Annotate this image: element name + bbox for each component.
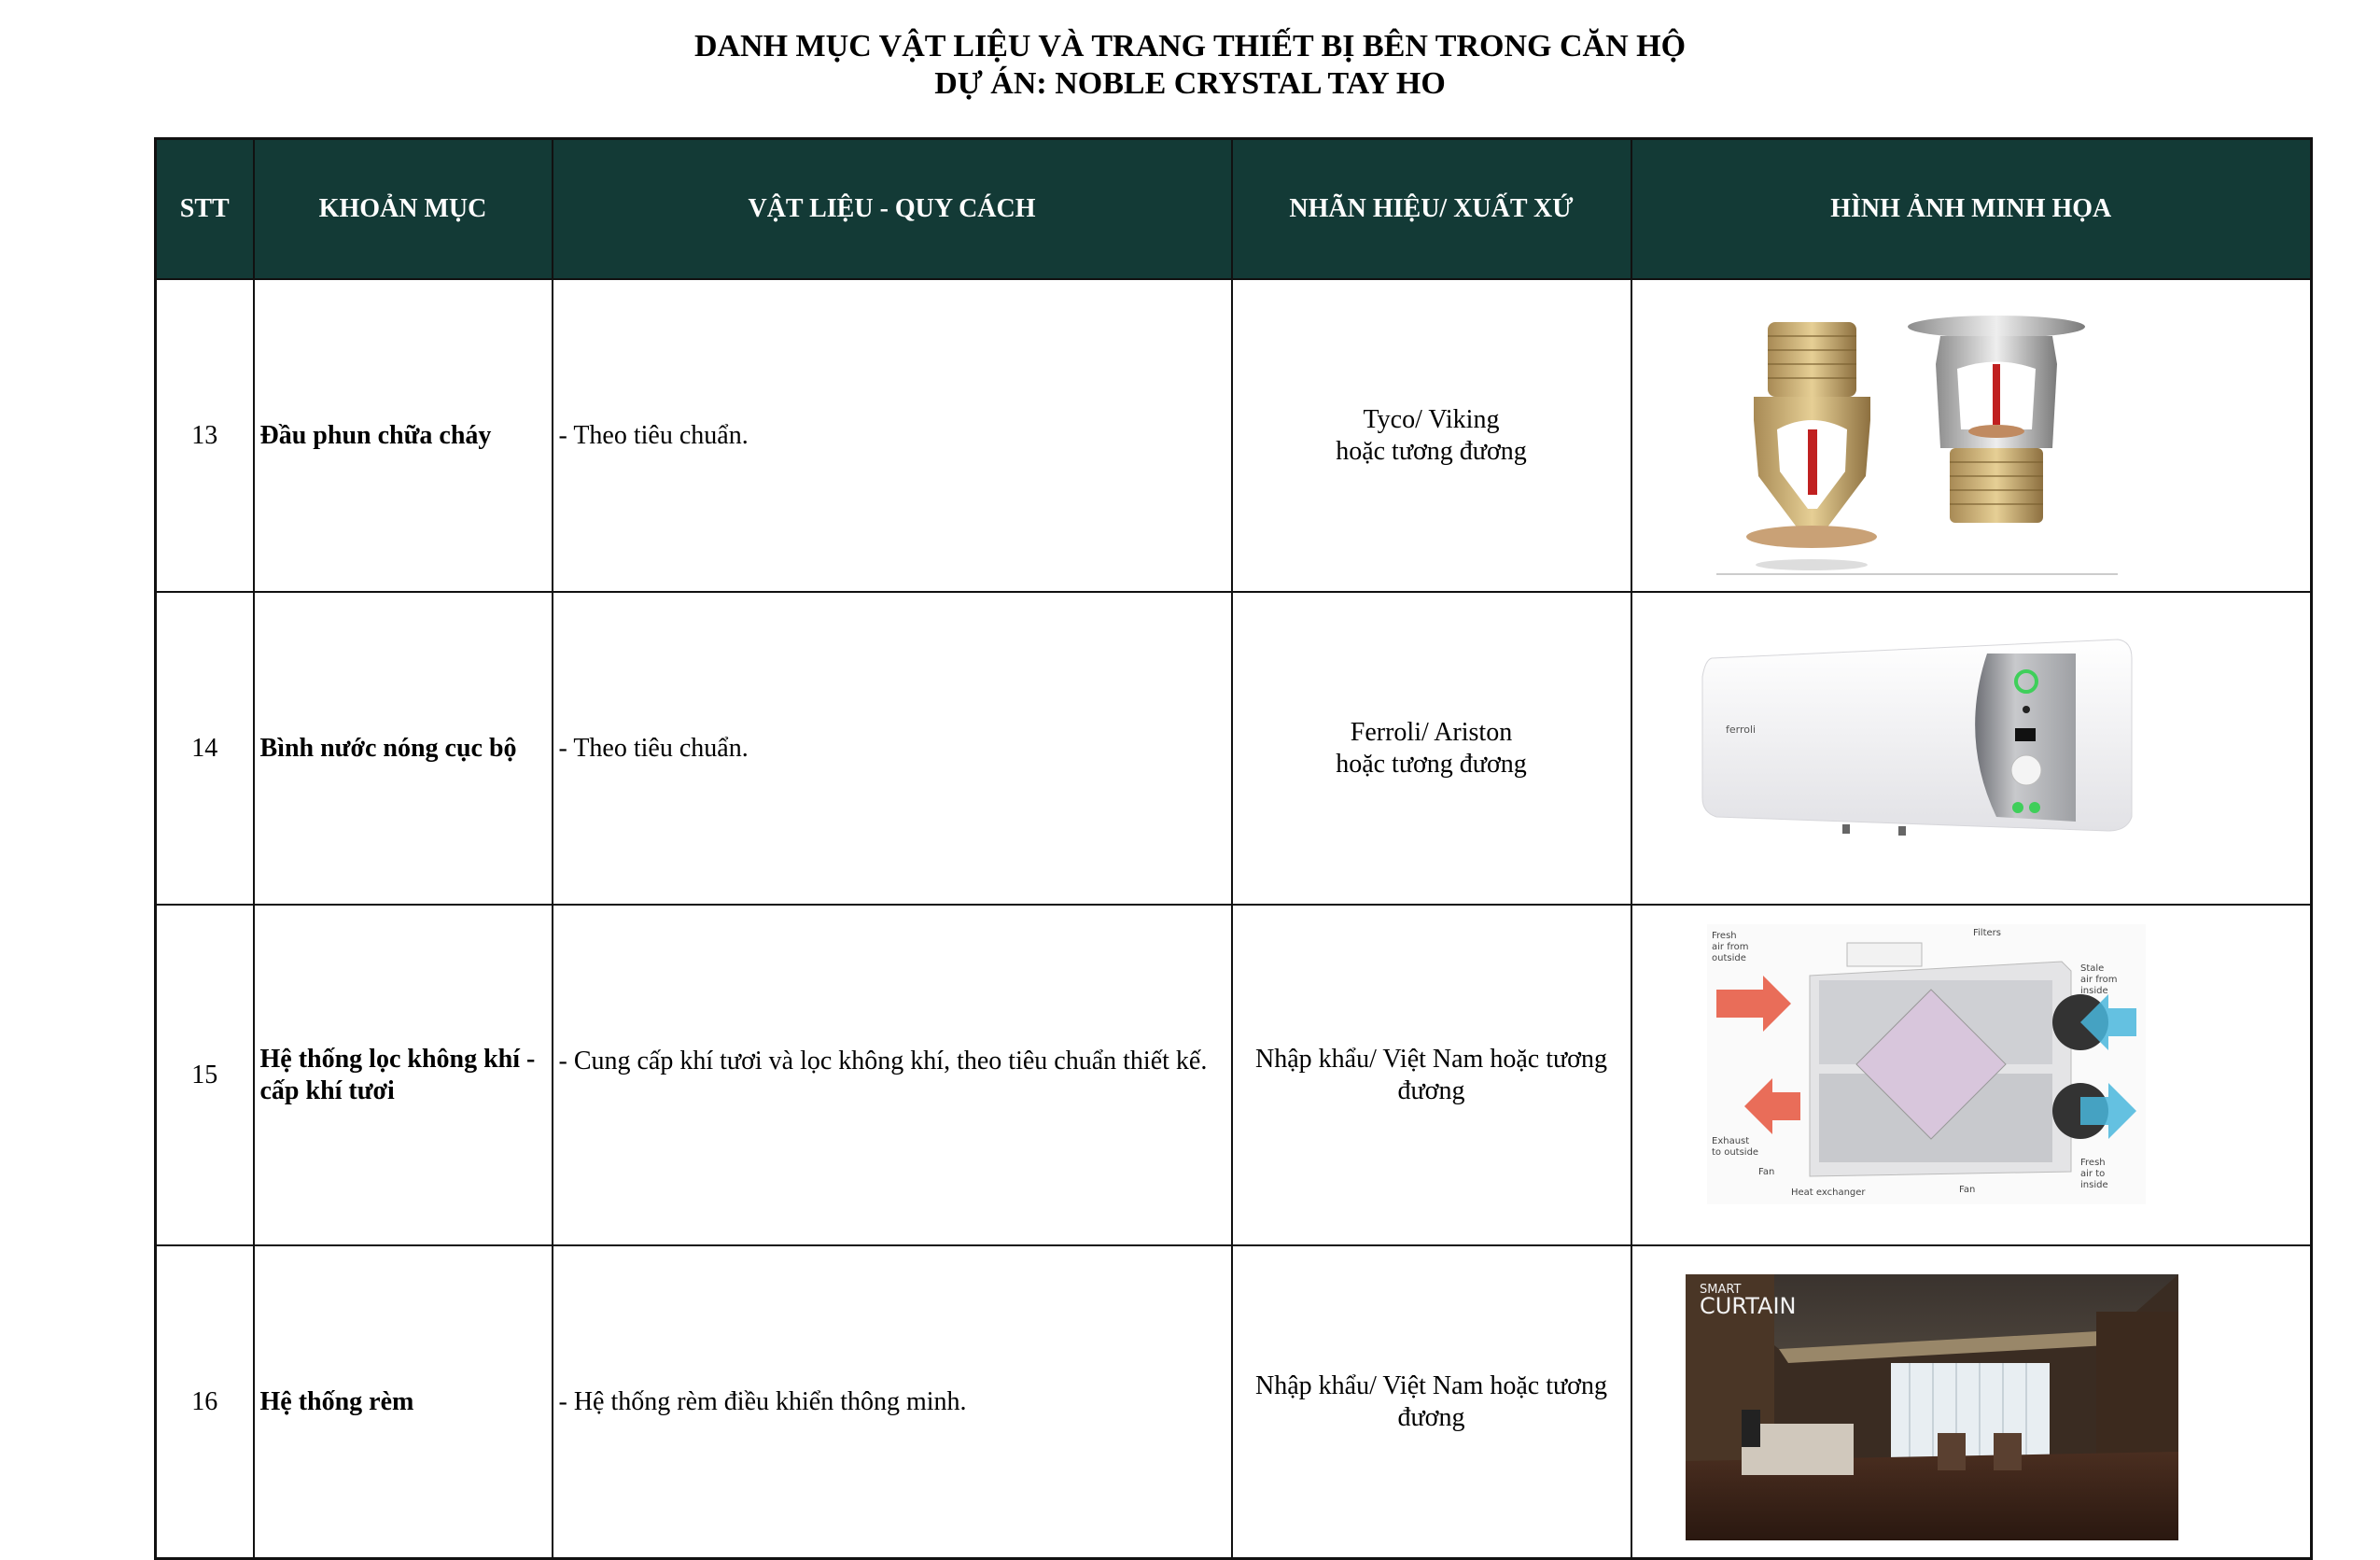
- title-line-2: DỰ ÁN: NOBLE CRYSTAL TAY HO: [934, 66, 1446, 101]
- svg-text:Fan: Fan: [1757, 1167, 1774, 1177]
- materials-table: [154, 137, 2313, 1560]
- row-item: Bình nước nóng cục bộ: [254, 592, 553, 905]
- table-row: [156, 905, 2312, 1245]
- table-header-row: [156, 139, 2312, 280]
- row-spec: - Theo tiêu chuẩn.: [553, 279, 1232, 592]
- smart-curtain-image: [1686, 1274, 2178, 1540]
- table-row: [156, 592, 2312, 905]
- svg-text:Filters: Filters: [1972, 928, 2001, 938]
- svg-text:inside: inside: [2079, 1180, 2108, 1190]
- ventilation-diagram-image: [1707, 924, 2146, 1204]
- col-header-image: HÌNH ẢNH MINH HỌA: [1631, 139, 2312, 280]
- row-stt: 16: [156, 1245, 254, 1559]
- table-row: [156, 1245, 2312, 1559]
- row-image-cell: [1631, 905, 2312, 1245]
- row-brand: Tyco/ Viking hoặc tương đương: [1232, 279, 1631, 592]
- svg-text:inside: inside: [2079, 986, 2108, 996]
- row-stt: 13: [156, 279, 254, 592]
- svg-text:to outside: to outside: [1711, 1147, 1758, 1158]
- row-brand: Nhập khẩu/ Việt Nam hoặc tương đương: [1232, 905, 1631, 1245]
- svg-text:Fan: Fan: [1958, 1185, 1975, 1195]
- svg-text:CURTAIN: CURTAIN: [1699, 1293, 1796, 1319]
- row-stt: 14: [156, 592, 254, 905]
- svg-text:Heat exchanger: Heat exchanger: [1790, 1188, 1866, 1198]
- svg-text:air from: air from: [2079, 975, 2117, 985]
- svg-text:Stale: Stale: [2079, 963, 2104, 974]
- svg-text:ferroli: ferroli: [1725, 724, 1756, 736]
- col-header-item: KHOẢN MỤC: [254, 139, 553, 280]
- svg-text:SMART: SMART: [1699, 1283, 1741, 1297]
- row-spec: - Theo tiêu chuẩn.: [553, 592, 1232, 905]
- row-stt: 15: [156, 905, 254, 1245]
- svg-text:Fresh: Fresh: [2079, 1158, 2106, 1168]
- document-title: [0, 28, 2380, 103]
- row-brand: Nhập khẩu/ Việt Nam hoặc tương đương: [1232, 1245, 1631, 1559]
- row-spec: - Cung cấp khí tươi và lọc không khí, theo tiêu chuẩn thiết kế.: [553, 905, 1232, 1245]
- svg-text:Exhaust: Exhaust: [1711, 1136, 1749, 1146]
- svg-text:outside: outside: [1711, 953, 1746, 963]
- title-line-1: DANH MỤC VẬT LIỆU VÀ TRANG THIẾT BỊ BÊN TRONG CĂN HỘ: [693, 29, 1687, 63]
- svg-text:Fresh: Fresh: [1711, 931, 1737, 941]
- fire-sprinkler-image: [1716, 299, 2127, 579]
- row-item: Hệ thống lọc không khí - cấp khí tươi: [254, 905, 553, 1245]
- row-brand: Ferroli/ Ariston hoặc tương đương: [1232, 592, 1631, 905]
- row-item: Đầu phun chữa cháy: [254, 279, 553, 592]
- table-row: [156, 279, 2312, 592]
- row-image-cell: [1631, 592, 2312, 905]
- water-heater-image: [1698, 630, 2136, 854]
- col-header-brand: NHÃN HIỆU/ XUẤT XỨ: [1232, 139, 1631, 280]
- col-header-spec: VẬT LIỆU - QUY CÁCH: [553, 139, 1232, 280]
- svg-text:air to: air to: [2079, 1169, 2105, 1179]
- svg-text:air from: air from: [1711, 942, 1748, 952]
- row-item: Hệ thống rèm: [254, 1245, 553, 1559]
- col-header-stt: STT: [156, 139, 254, 280]
- row-image-cell: [1631, 1245, 2312, 1559]
- row-spec: - Hệ thống rèm điều khiển thông minh.: [553, 1245, 1232, 1559]
- row-image-cell: [1631, 279, 2312, 592]
